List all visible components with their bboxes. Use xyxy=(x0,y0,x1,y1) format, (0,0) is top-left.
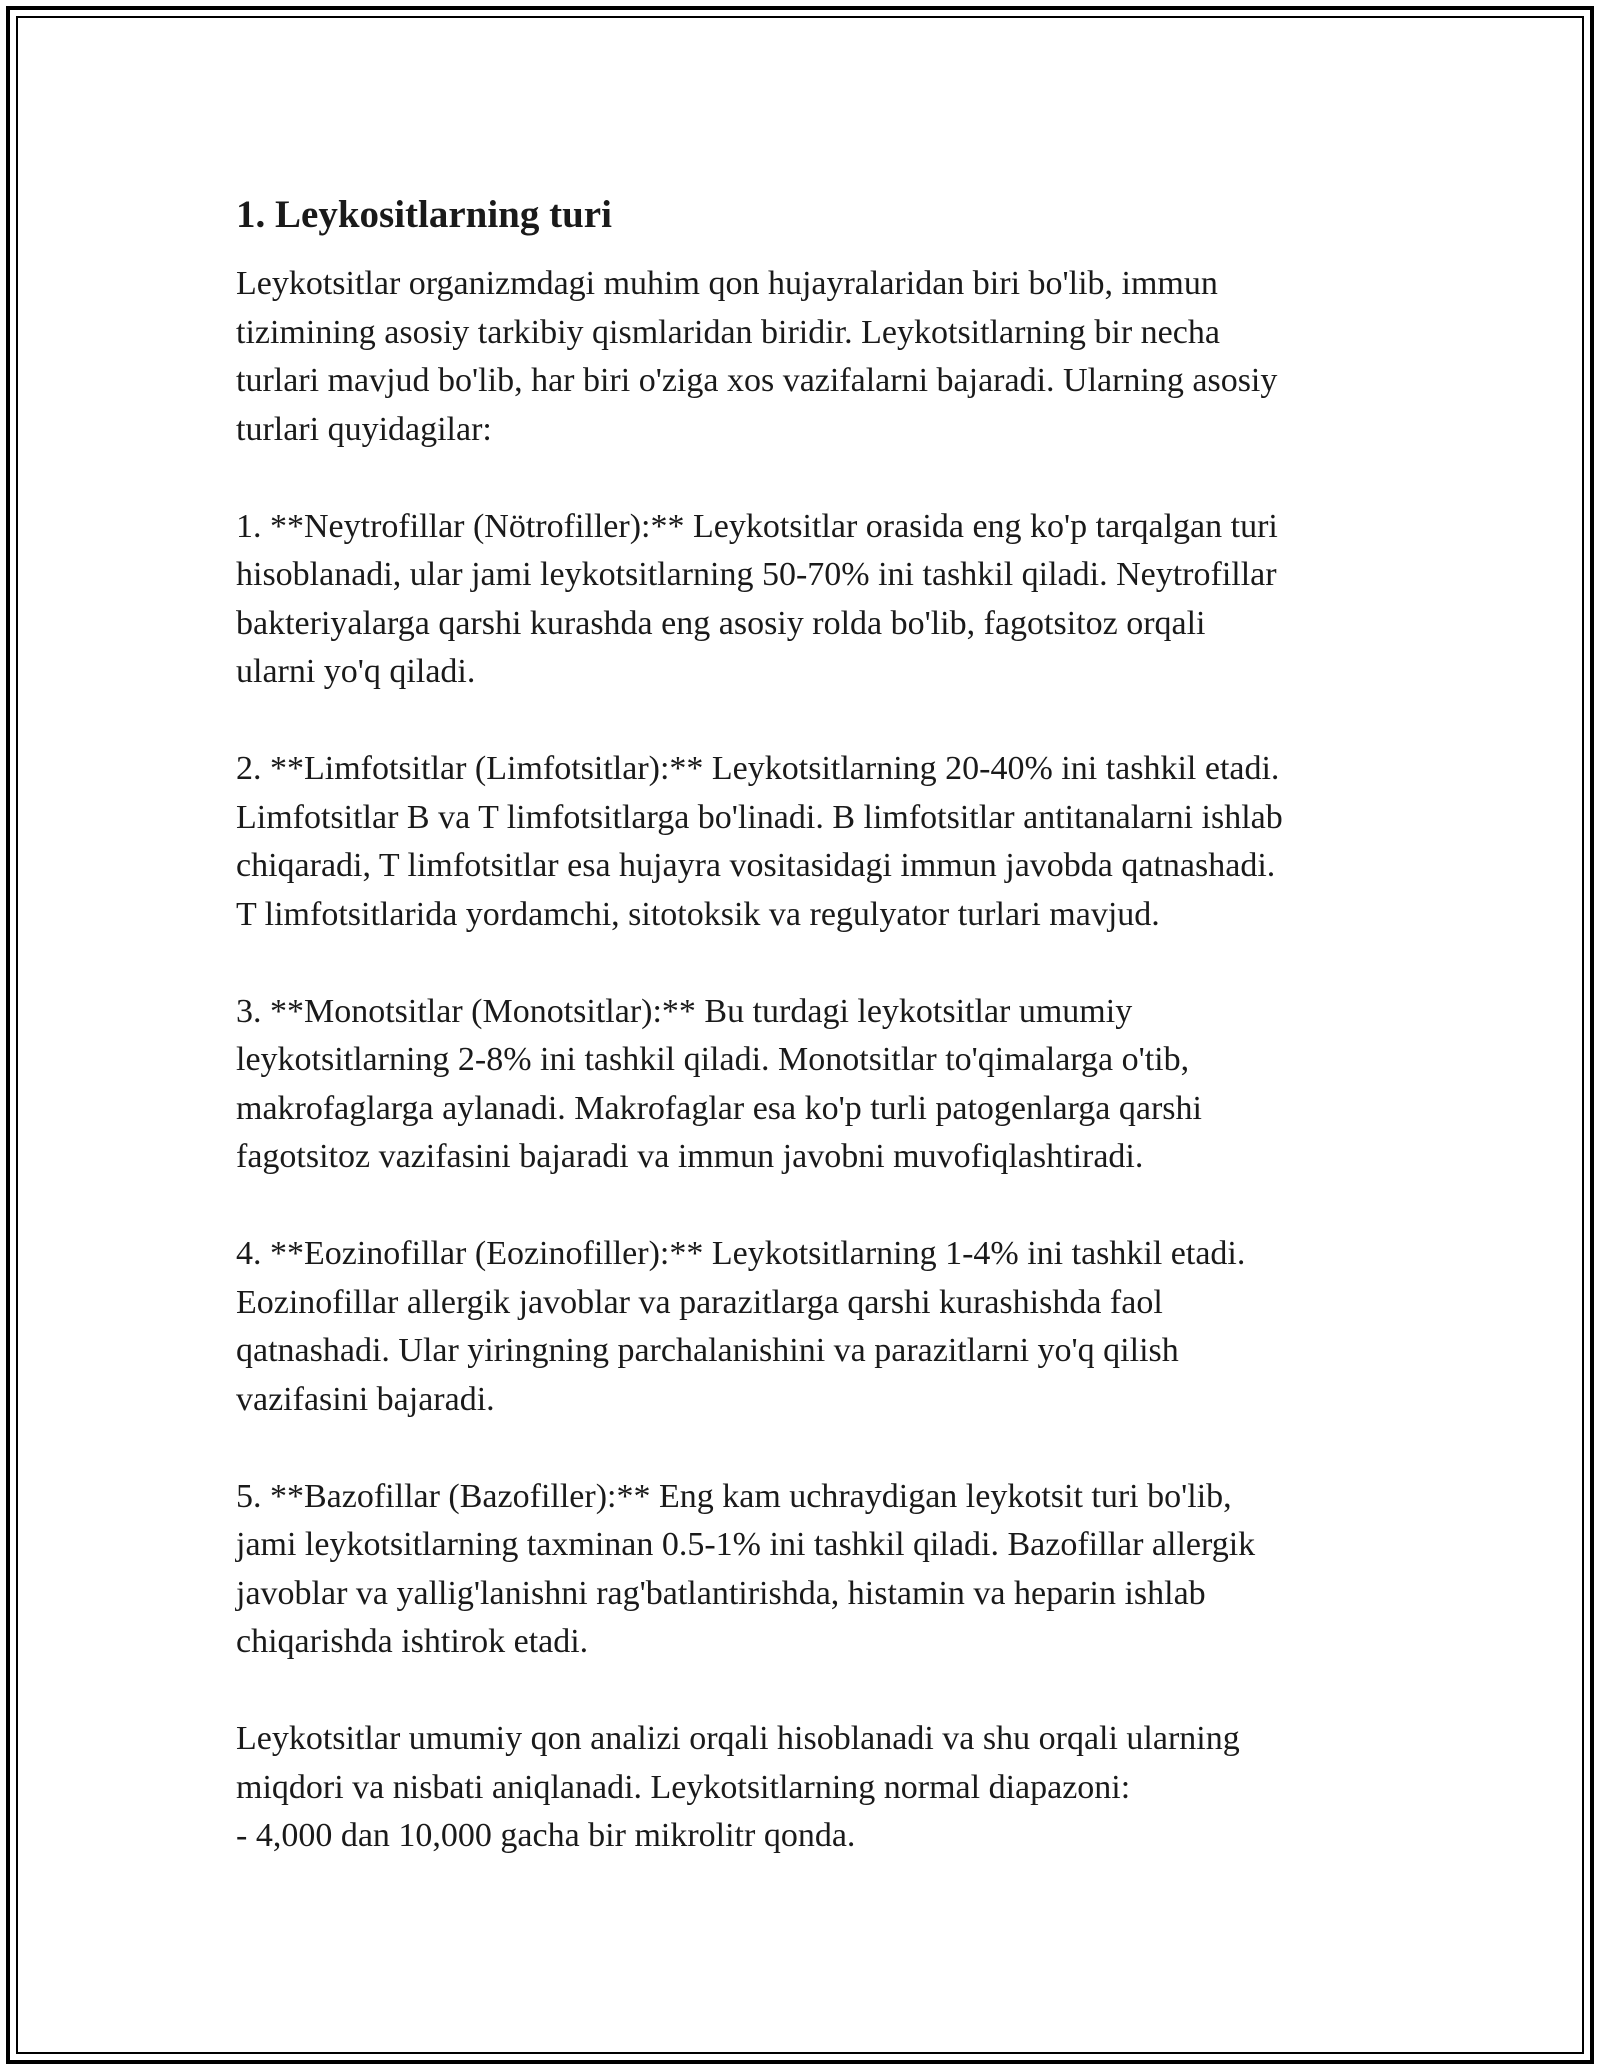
conclusion-paragraph: Leykotsitlar umumiy qon analizi orqali hisoblanadi va shu orqali ularning miqdori va nisbati aniqlanadi. Leykotsitlarning normal diapazoni: - 4,000 dan 10,000 gacha bir mikrolitr qonda. xyxy=(236,1720,1240,1854)
intro-paragraph: Leykotsitlar organizmdagi muhim qon hujayralaridan biri bo'lib, immun tizimining asosiy tarkibiy qismlaridan biridir. Leykotsitlarning bir necha turlari mavjud bo'lib, har biri o'ziga xos vazifalarni bajaradi. Ularning asosiy turlari quyidagilar: xyxy=(236,265,1278,448)
monocytes-paragraph: 3. **Monotsitlar (Monotsitlar):** Bu turdagi leykotsitlar umumiy leykotsitlarning 2-8% ini tashkil qiladi. Monotsitlar to'qimalarga o'tib, makrofaglarga aylanadi. Makrofaglar esa ko'p turli patogenlarga qarshi fagotsitoz vazifasini bajaradi va immun javobni muvofiqlashtiradi. xyxy=(236,992,1202,1175)
eosinophils-paragraph: 4. **Eozinofillar (Eozinofiller):** Leykotsitlarning 1-4% ini tashkil etadi. Eozinofillar allergik javoblar va parazitlarga qarshi kurashishda faol qatnashadi. Ular yiringning parchalanishini va parazitlarni yo'q qilish vazifasini bajaradi. xyxy=(236,1235,1246,1418)
blank-line xyxy=(236,1424,1376,1473)
blank-line xyxy=(236,1182,1376,1231)
neutrophils-paragraph: 1. **Neytrofillar (Nötrofiller):** Leykotsitlar orasida eng ko'p tarqalgan turi hisoblanadi, ular jami leykotsitlarning 50-70% ini tashkil qiladi. Neytrofillar bakteriyalarga qarshi kurashda eng asosiy rolda bo'lib, fagotsitoz orqali ularni yo'q qiladi. xyxy=(236,507,1278,690)
blank-line xyxy=(236,454,1376,503)
basophils-paragraph: 5. **Bazofillar (Bazofiller):** Eng kam uchraydigan leykotsit turi bo'lib, jami leykotsitlarning taxminan 0.5-1% ini tashkil qiladi. Bazofillar allergik javoblar va yallig'lanishni rag'batlantirishda, histamin va heparin ishlab chiqarishda ishtirok etadi. xyxy=(236,1477,1256,1660)
lymphocytes-paragraph: 2. **Limfotsitlar (Limfotsitlar):** Leykotsitlarning 20-40% ini tashkil etadi. Limfotsitlar B va T limfotsitlarga bo'linadi. B limfotsitlar antitanalarni ishlab chiqaradi, T limfotsitlar esa hujayra vositasidagi immun javobda qatnashadi. T limfotsitlarida yordamchi, sitotoksik va regulyator turlari mavjud. xyxy=(236,750,1283,933)
document-body xyxy=(236,190,1376,1861)
blank-line xyxy=(236,1667,1376,1716)
blank-line xyxy=(236,939,1376,988)
blank-line xyxy=(236,697,1376,746)
section-heading: 1. Leykositlarning turi xyxy=(236,193,612,236)
